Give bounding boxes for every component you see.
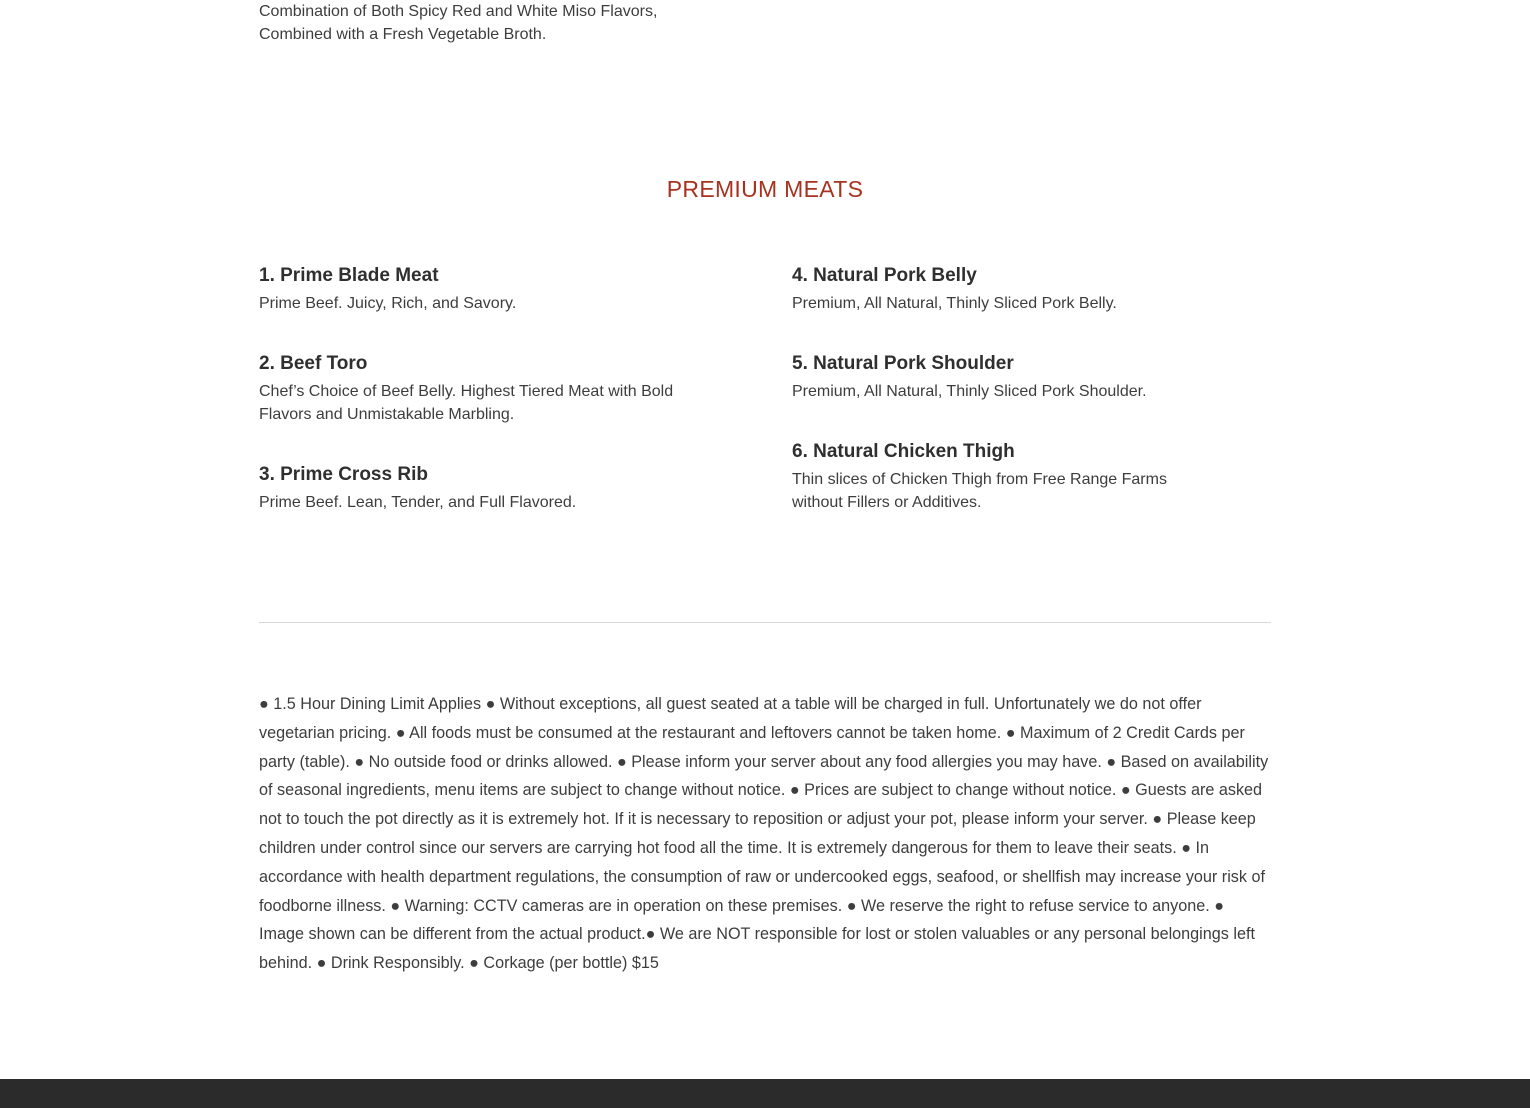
- menu-item-name: 2. Beef Toro: [259, 353, 368, 374]
- menu-item: [792, 262, 1212, 350]
- section-title: PREMIUM MEATS: [666, 176, 864, 202]
- menu-column-left: [259, 262, 699, 514]
- menu-item-description: Prime Beef. Lean, Tender, and Full Flavored.: [259, 494, 577, 511]
- menu-item-name: 5. Natural Pork Shoulder: [792, 353, 1014, 374]
- previous-item-description: [259, 0, 689, 46]
- menu-item: [792, 438, 1212, 514]
- menu-item: [259, 350, 699, 461]
- menu-item: [259, 461, 699, 514]
- menu-item-name: 3. Prime Cross Rib: [259, 464, 428, 485]
- menu-item-name: 4. Natural Pork Belly: [792, 265, 977, 286]
- restaurant-policy-notice: ● 1.5 Hour Dining Limit Applies ● Without exceptions, all guest seated at a table will be charged in full. Unfortunately we do not offer vegetarian pricing. ● All foods must be consumed at the restaurant and leftovers cannot be taken home. ● Maximum of 2 Credit Cards per party (table). ● No outside food or drinks allowed. ● Please inform your server about any food allergies you may have. ● Based on availability of seasonal ingredients, menu items are subject to change without notice. ● Prices are subject to change without notice. ● Guests are asked not to touch the pot directly as it is extremely hot. If it is necessary to reposition or adjust your pot, please inform your server. ● Please keep children under control since our servers are carrying hot food all the time. It is extremely dangerous for them to leave their seats. ● In accordance with health department regulations, the consumption of raw or undercooked eggs, seafood, or shellfish may increase your risk of foodborne illness. ● Warning: CCTV cameras are in operation on these premises. ● We reserve the right to refuse service to anyone. ● Image shown can be different from the actual product.● We are NOT responsible for lost or stolen valuables or any personal belongings left behind. ● Drink Responsibly. ● Corkage (per bottle) $15: [259, 695, 1269, 973]
- previous-item-description-line-2: Combined with a Fresh Vegetable Broth.: [259, 26, 547, 43]
- menu-item-description: Thin slices of Chicken Thigh from Free Range Farms without Fillers or Additives.: [792, 471, 1167, 511]
- section-divider: [259, 622, 1271, 623]
- menu-item: [259, 262, 699, 350]
- menu-column-right: [792, 262, 1212, 514]
- previous-item-description-line-1: Combination of Both Spicy Red and White Miso Flavors,: [259, 3, 658, 20]
- menu-item-description: Chef’s Choice of Beef Belly. Highest Tiered Meat with Bold Flavors and Unmistakable Marbling.: [259, 383, 674, 423]
- menu-item: [792, 350, 1212, 438]
- footer-bar: [0, 1079, 1530, 1108]
- menu-item-name: 6. Natural Chicken Thigh: [792, 441, 1015, 462]
- menu-item-name: 1. Prime Blade Meat: [259, 265, 439, 286]
- menu-item-description: Prime Beef. Juicy, Rich, and Savory.: [259, 295, 517, 312]
- menu-item-description: Premium, All Natural, Thinly Sliced Pork Shoulder.: [792, 383, 1147, 400]
- menu-item-description: Premium, All Natural, Thinly Sliced Pork Belly.: [792, 295, 1117, 312]
